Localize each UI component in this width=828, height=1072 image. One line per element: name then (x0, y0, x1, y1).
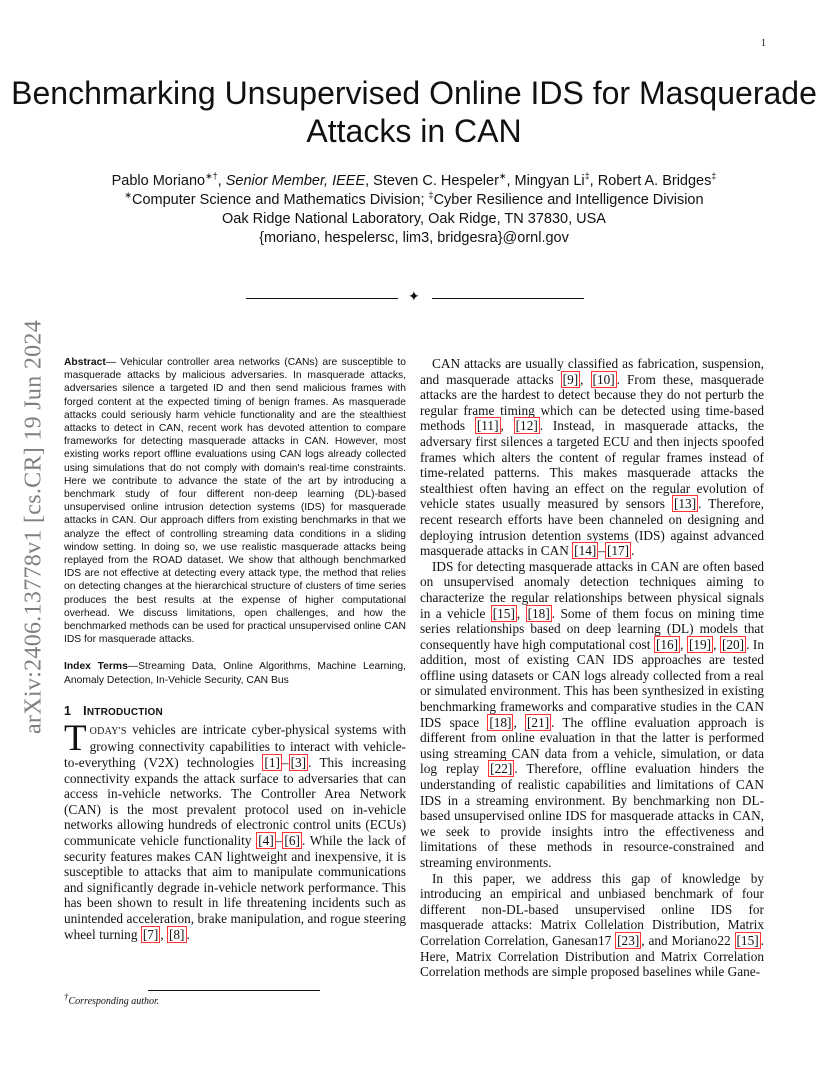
citation-link[interactable]: [20] (721, 636, 745, 652)
citation-link[interactable]: [12] (515, 418, 538, 434)
citation-link[interactable]: [3] (290, 755, 307, 771)
section-heading-introduction: 1 INTRODUCTION (64, 703, 163, 718)
citation-link[interactable]: [13] (673, 496, 697, 512)
citation-link[interactable]: [7] (142, 926, 159, 942)
citation-link[interactable]: [15] (492, 605, 515, 621)
section-divider (246, 290, 584, 306)
citation-link[interactable]: [23] (617, 932, 640, 948)
citation-link[interactable]: [8] (168, 926, 185, 942)
drop-cap: T (64, 717, 87, 759)
citation-link[interactable]: [18] (489, 714, 512, 730)
intro-paragraph: TODAY'S vehicles are intricate cyber-physical systems with growing connectivity capabilities to interact with vehicle-to-everything (V2X) technologies [1] – [3] . This increasing connectivity expands the attack surface to adversaries that can access in-vehicle networks. The Controller Area Network (CAN) is the most prevalent protocol used on in-vehicle networks allowing hundreds of electronic control units (ECUs) communicate vehicle functionality [4] – [6] . While the lack of security features makes CAN lightweight and inexpensive, it is susceptible to attacks that aim to manipulate communications and significantly degrade in-vehicle network performance. This has been shown to result in life threatening incidents such as unintended acceleration, brake manipulation, and rogue steering wheel turning [7] , [8] . (64, 717, 407, 942)
citation-link[interactable]: [18] (527, 605, 550, 621)
citation-link[interactable]: [16] (655, 636, 679, 652)
citation-link[interactable]: [6] (284, 833, 300, 849)
divider-rule-left (246, 298, 398, 299)
citation-link[interactable]: [14] (574, 543, 597, 559)
citation-link[interactable]: [15] (736, 932, 759, 948)
paper-title: Benchmarking Unsupervised Online IDS for Masquerade Attacks in CAN (11, 75, 817, 149)
email-line: {moriano, hespelersc, lim3, bridgesra}@ornl.gov (259, 230, 569, 246)
divider-diamond-icon: ✦ (408, 290, 420, 305)
citation-link[interactable]: [1] (264, 755, 280, 771)
affiliation-line: ∗Computer Science and Mathematics Division; ‡Cyber Resilience and Intelligence Division (124, 190, 704, 208)
footnote-rule (148, 990, 320, 991)
citation-link[interactable]: [19] (688, 636, 712, 652)
right-column (420, 356, 764, 980)
citation-link[interactable]: [11] (476, 418, 499, 434)
page-number: 1 (761, 38, 766, 49)
citation-link[interactable]: [21] (527, 714, 550, 730)
institution-line: Oak Ridge National Laboratory, Oak Ridge, TN 37830, USA (222, 211, 606, 227)
citation-link[interactable]: [4] (258, 833, 274, 849)
abstract: Abstract— Vehicular controller area networks (CANs) are susceptible to masquerade attacks by malicious adversaries. In masquerade attacks, adversaries silence a targeted ID and then send malicious frames with forged content at the expected timing of benign frames. As masquerade attacks could seriously harm vehicle functionality and are the stealthiest attacks to detect in CAN, recent work has devoted attention to compare frameworks for detecting masquerade attacks in CAN. However, most existing works report offline evaluations using CAN logs already collected using simulations that do not comply with domain's real-time constraints. Here we contribute to advance the state of the art by introducing a benchmark study of four different non-deep learning (DL)-based unsupervised online intrusion detection systems (IDS) for masquerade attacks in CAN. Our approach differs from existing benchmarks in that we analyze the effect of controlling streaming data conditions in a sliding window setting. In doing so, we use realistic masquerade attacks being replayed from the ROAD dataset. We show that although benchmarked IDS are not effective at detecting every attack type, the method that relies on detecting changes at the hierarchical structure of clusters of time series produces the best results at the expense of higher computational overhead. We discuss limitations, open challenges, and how the benchmarked methods can be used for practical unsupervised online CAN IDS for masquerade attacks. (64, 357, 406, 646)
arxiv-identifier: arXiv:2406.13778v1 [cs.CR] 19 Jun 2024 (20, 319, 47, 735)
body-paragraph: CAN attacks are usually classified as fabrication, suspension, and masquerade attacks [9] , [10] . From these, masquerade attacks are the hardest to detect because they do not perturb the regular frame timing which can be detected using time-based methods [11] , [12] . Instead, in masquerade attacks, the adversary first silences a targeted ECU and then injects spoofed frames which alters the content of regular frames instead of time-related patterns. This makes masquerade attacks the stealthiest often having an effect on the regular evolution of vehicle states usually measured by sensors [13] . Therefore, recent research efforts have been channeled on designing and deploying intrusion detention systems (IDS) against advanced masquerade attacks in CAN [14] – [17] . (420, 356, 765, 559)
left-column (64, 356, 406, 942)
citation-link[interactable]: [17] (606, 543, 630, 559)
author-line: Pablo Moriano∗†, Senior Member, IEEE, Steven C. Hespeler∗, Mingyan Li‡, Robert A. Bridges‡ (111, 171, 717, 189)
citation-link[interactable]: [22] (490, 761, 513, 777)
index-terms: Index Terms—Streaming Data, Online Algorithms, Machine Learning, Anomaly Detection, In-Vehicle Security, CAN Bus (64, 661, 406, 686)
body-paragraph: IDS for detecting masquerade attacks in CAN are often based on unsupervised anomaly detection techniques aiming to characterize the regular relationships between physical signals in a vehicle [15] , [18] . Some of them focus on mining time series relationships based on deep learning (DL) models that consequently have high computational cost [16] , [19] , [20] . In addition, most of existing CAN IDS approaches are tested offline using datasets or CAN logs already collected from a real or simulated environment. This has been synthesized in existing benchmarking frameworks and comparative studies in the CAN IDS space [18] , [21] . The offline evaluation approach is different from online evaluation in that the latter is performed using streaming CAN data from a vehicle, simulation, or data log replay [22] . Therefore, offline evaluation hinders the understanding of realistic capabilities and limitations of CAN IDS in a streaming environment. By benchmarking non DL-based unsupervised online IDS for masquerade attacks in CAN, we seek to provide insights intro the effectiveness and limitations of these methods in resource-constrained and streaming environments. (420, 558, 765, 870)
author-block (0, 172, 828, 248)
body-paragraph: In this paper, we address this gap of knowledge by introducing an empirical and unbiased benchmark of four different non-DL-based unsupervised online IDS for masquerade attacks: Matrix Collelation Distribution, Matrix Correlation Correlation, Ganesan17 [23] , and Moriano22 [15] . Here, Matrix Correlation Distribution and Matrix Correlation Correlation methods are simple proposed baselines while Gane- (420, 870, 764, 980)
citation-link[interactable]: [10] (592, 371, 615, 387)
divider-rule-right (432, 298, 584, 299)
citation-link[interactable]: [9] (562, 371, 579, 387)
footnote: †Corresponding author. (64, 991, 160, 1007)
